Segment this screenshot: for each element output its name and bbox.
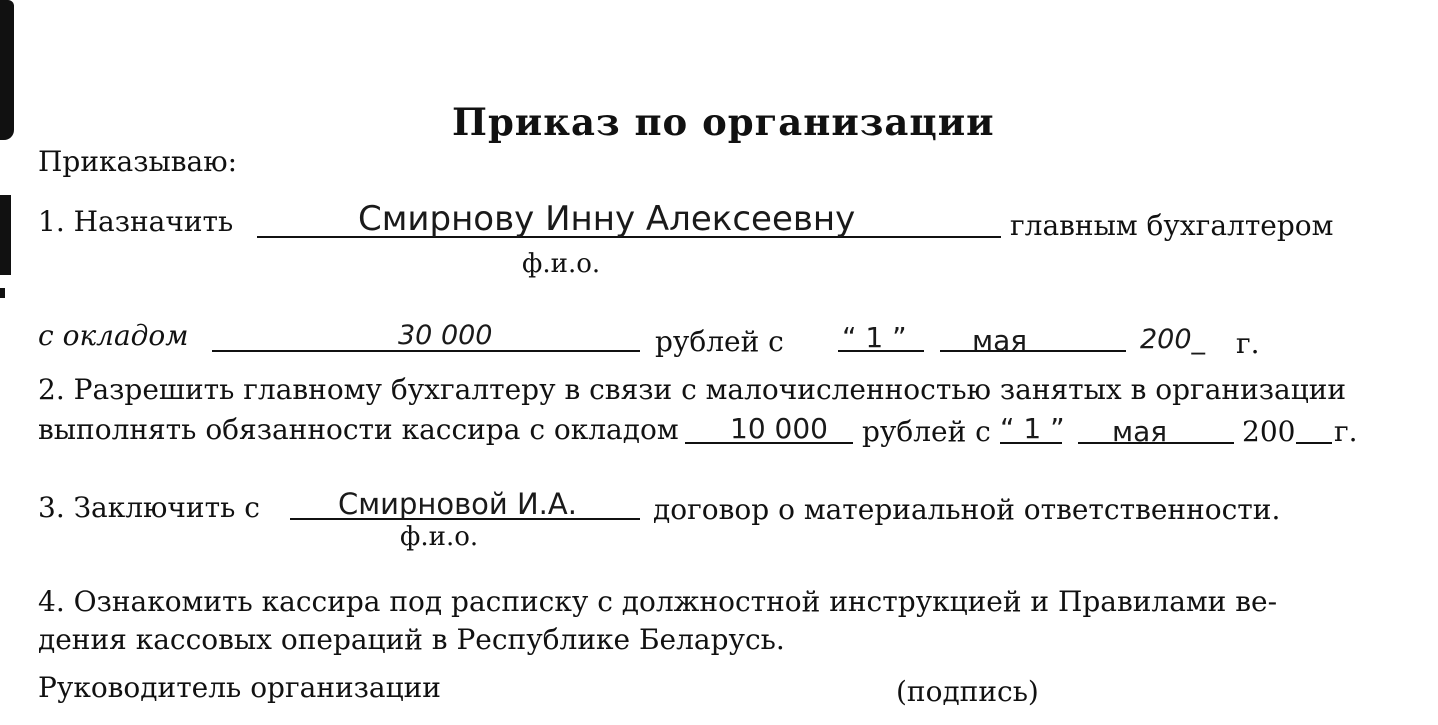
signature-label: (подпись)	[896, 675, 1039, 708]
item1-caption: ф.и.о.	[522, 249, 601, 279]
item1-day-value: “ 1 ”	[842, 321, 907, 354]
scan-edge-mark-middle	[0, 195, 11, 275]
item2-day-value: “ 1 ”	[1000, 412, 1065, 445]
document-title: Приказ по организации	[452, 100, 995, 144]
item3-suffix: договор о материальной ответственности.	[653, 493, 1281, 526]
scan-edge-mark-small	[0, 288, 5, 298]
item2-rubles-from: рублей с	[862, 415, 991, 448]
item1-year-value: 200_	[1140, 324, 1206, 355]
item1-month-underline	[940, 350, 1126, 352]
item1-role: главным бухгалтером	[1010, 209, 1334, 242]
item4-line2: дения кассовых операций в Республике Беларусь.	[38, 623, 785, 656]
intro-text: Приказываю:	[38, 145, 238, 178]
item1-name-value: Смирнову Инну Алексеевну	[358, 199, 856, 239]
item1-salary-label: с окладом	[38, 319, 189, 352]
item1-month-value: мая	[972, 324, 1028, 357]
item1-label: 1. Назначить	[38, 205, 234, 238]
item3-name-value: Смирновой И.А.	[338, 487, 577, 521]
item2-salary-value: 10 000	[730, 412, 828, 445]
item2-year-suffix: г.	[1334, 415, 1358, 448]
item3-label: 3. Заключить с	[38, 491, 260, 524]
item3-caption: ф.и.о.	[400, 522, 479, 552]
head-of-organization-label: Руководитель организации	[38, 671, 441, 704]
item1-year-suffix: г.	[1236, 327, 1260, 360]
item2-line2-prefix: выполнять обязанности кассира с окладом	[38, 413, 679, 446]
item1-rubles-from: рублей с	[655, 325, 784, 358]
item2-month-value: мая	[1112, 415, 1168, 448]
item2-line1: 2. Разрешить главному бухгалтеру в связи с малочисленностью занятых в организации	[38, 373, 1347, 406]
item2-year-value: 200	[1242, 415, 1296, 448]
scan-edge-mark-top	[0, 0, 14, 140]
item1-salary-value: 30 000	[398, 320, 493, 351]
item4-line1: 4. Ознакомить кассира под расписку с должностной инструкцией и Правилами ве-	[38, 585, 1278, 618]
item2-year-underline	[1296, 442, 1332, 444]
